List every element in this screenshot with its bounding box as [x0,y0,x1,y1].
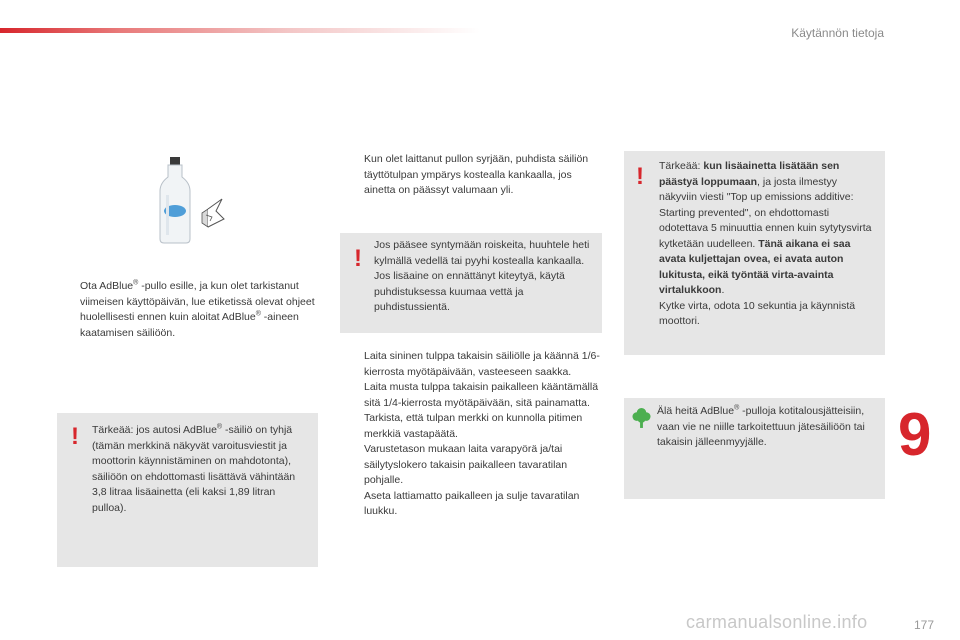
tree-icon [632,406,651,429]
step-take-bottle: Ota AdBlue® -pullo esille, ja kun olet tarkistanut viimeisen käyttöpäivän, lue etiketissä olevat ohjeet huolellisesti ennen kuin aloitat AdBlue® -aineen kaatamisen säiliöön. [80,279,315,339]
warning-box-splashes: ! Jos pääsee syntymään roiskeita, huuhtele heti kylmällä vedellä tai pyyhi kostealla kankaalla. Jos lisäaine on ennättänyt kiteytyä, käytä puhdistuksessa kuumaa vettä ja puhdistussientä. [340,233,602,333]
warning-exclamation-icon: ! [636,163,644,190]
step-clean-filler: Kun olet laittanut pullon syrjään, puhdista säiliön täyttötulpan ympärys kostealla kankaalla, jos ainetta on päässyt valumaan yli. [364,153,589,196]
warning-exclamation-icon: ! [354,245,362,272]
warning-box-empty-tank: ! Tärkeää: jos autosi AdBlue® -säiliö on tyhjä (tämän merkkinä näkyvät varoitusviestit ja moottorin käynnistäminen on mahdotonta), säiliöön on ehdottomasti lisättävä vähintään 3,8 litraa lisäainetta (eli kaksi 1,89 litran pulloa). [57,413,318,567]
page-header-title: Käytännön tietoja [791,26,884,40]
page-number: 177 [914,618,935,632]
environment-note-box: Älä heitä AdBlue® -pulloja kotitalousjätteisiin, vaan vie ne niille tarkoitettuun jätesäiliöön tai takaisin jälleenmyyjälle. [624,398,885,499]
list-item: Laita musta tulppa takaisin paikalleen kääntämällä sitä 1/4-kierrosta myötäpäivään, sitä painamatta. Tarkista, että tulpan merkki on kunnolla pitimen merkkiä vastapäätä. [364,381,599,440]
header-stripe [0,28,480,33]
steps-refit-caps [342,349,604,520]
warning-exclamation-icon: ! [71,423,79,450]
warning-box-wait-before-start: ! Tärkeää: kun lisäainetta lisätään sen päästyä loppumaan, ja josta ilmestyy näkyviin viesti "Top up emissions additive: Starting prevented", on ehdottomasti odotettava 5 minuuttia ennen kuin sytytysvirta kytketään uudelleen. Tänä aikana ei saa avata kuljettajan ovea, ei avata auton lukitusta, eikä työntää virta-avainta virtalukkoon. Kytke virta, odota 10 sekuntia ja käynnistä moottori. [624,151,885,355]
chapter-number: 9 [898,401,932,468]
list-item: Varustetason mukaan laita varapyörä ja/tai säilytyslokero takaisin paikalleen tavaratilan pohjalle. [364,443,568,486]
watermark: carmanualsonline.info [686,612,868,632]
list-item: Laita sininen tulppa takaisin säiliölle ja käännä 1/6-kierrosta myötäpäivään, vasteeseen saakka. [364,350,600,378]
list-item: Aseta lattiamatto paikalleen ja sulje tavaratilan luukku. [364,489,580,517]
adblue-bottle-illustration [150,155,240,245]
